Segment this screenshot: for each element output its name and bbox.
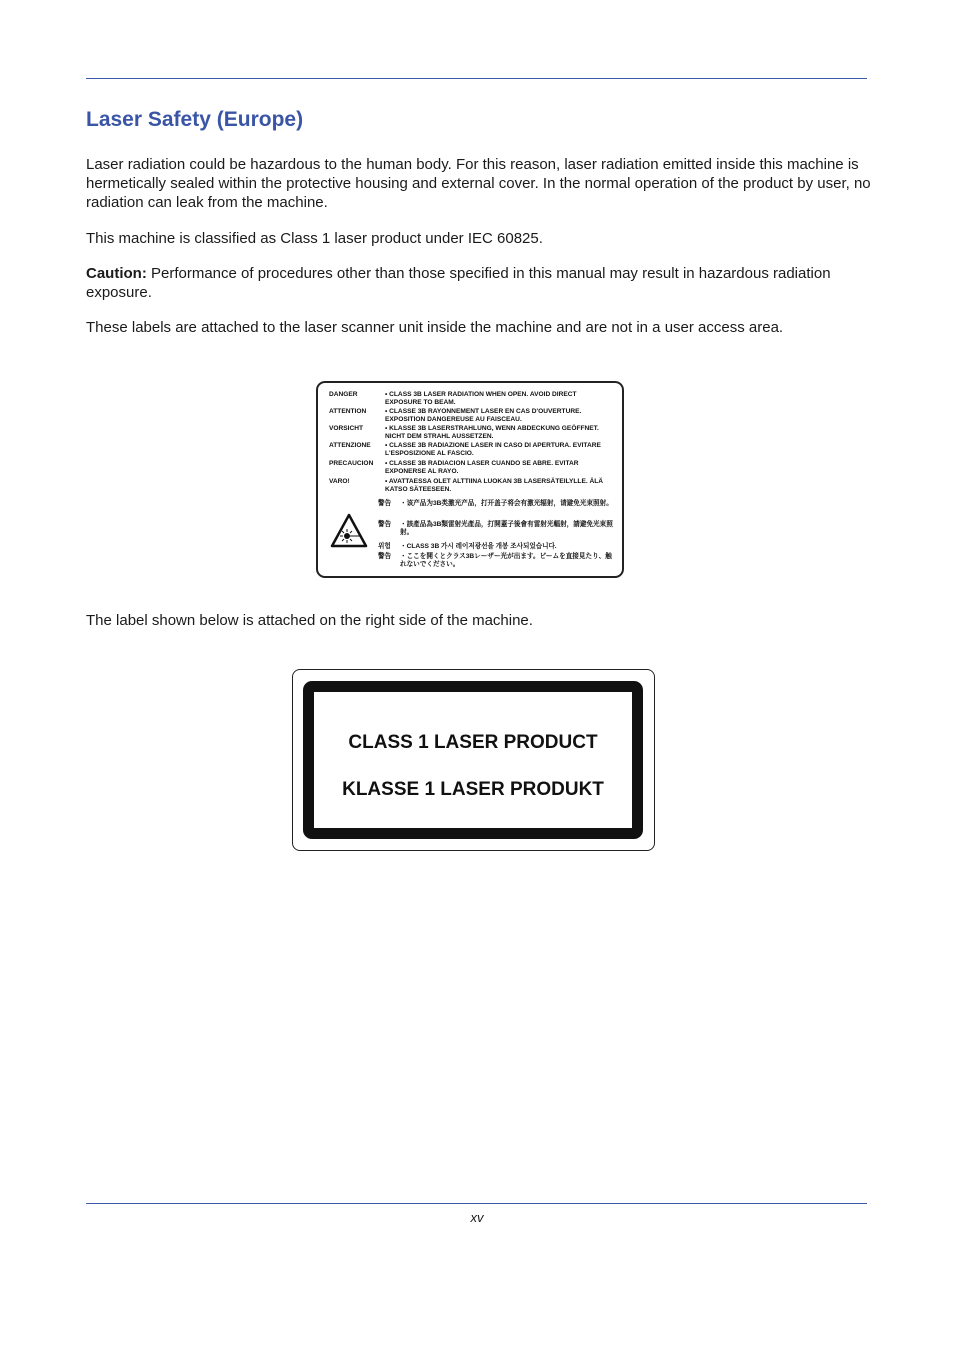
page-title: Laser Safety (Europe) <box>86 108 304 131</box>
asian-warning-key: 위험 <box>378 543 391 550</box>
warning-row-key: ATTENZIONE <box>329 442 371 449</box>
asian-warning-text: ・该产品为3B类激光产品，打开盖子将会有激光辐射，请避免光束照射。 <box>400 500 613 507</box>
warning-row-text: • KLASSE 3B LASERSTRAHLUNG, WENN ABDECKUNG GEÖFFNET. NICHT DEM STRAHL AUSSETZEN. <box>385 425 599 440</box>
caution-paragraph <box>86 264 871 302</box>
caution-label: Caution: <box>86 265 147 282</box>
asian-warning-text: ・該產品為3B類雷射光產品，打開蓋子後會有雷射光輻射，請避免光束照射。 <box>400 521 613 536</box>
asian-warning-text: ・ここを開くとクラス3Bレーザー光が出ます。ビームを直接見たり、触れないでください。 <box>400 553 612 568</box>
class1-laser-label <box>292 669 655 851</box>
warning-row-key: VORSICHT <box>329 425 364 432</box>
caution-text: Performance of procedures other than those specified in this manual may result in hazardous radiation exposure. <box>86 265 831 301</box>
warning-row-key: ATTENTION <box>329 408 367 415</box>
warning-row-text: • CLASSE 3B RADIACION LASER CUANDO SE ABRE. EVITAR EXPONERSE AL RAYO. <box>385 460 579 475</box>
asian-warning-key: 警告 <box>378 521 392 528</box>
warning-row-text: • CLASSE 3B RADIAZIONE LASER IN CASO DI APERTURA. EVITARE L'ESPOSIZIONE AL FASCIO. <box>385 442 601 457</box>
footer-rule <box>86 1203 867 1204</box>
classification-paragraph: This machine is classified as Class 1 laser product under IEC 60825. <box>86 230 543 247</box>
class1-label-english: CLASS 1 LASER PRODUCT <box>348 732 598 753</box>
right-side-label-paragraph: The label shown below is attached on the right side of the machine. <box>86 612 533 629</box>
labels-location-paragraph: These labels are attached to the laser scanner unit inside the machine and are not in a user access area. <box>86 319 784 336</box>
header-rule <box>86 78 867 79</box>
page-number: xv <box>470 1210 484 1225</box>
intro-paragraph: Laser radiation could be hazardous to the human body. For this reason, laser radiation emitted inside this machine is hermetically sealed within the protective housing and external cover. In the normal operation of the product by user, no radiation can leak from the machine. <box>86 156 871 211</box>
warning-row-key: PRECAUCION <box>329 460 374 467</box>
asian-warning-text: ・CLASS 3B 가시 레이저광선을 개봉 조사되었습니다. <box>400 543 557 550</box>
class1-label-frame <box>303 681 643 839</box>
asian-warning-key: 警告 <box>378 553 392 560</box>
warning-row-key: DANGER <box>329 391 358 398</box>
warning-row-text: • CLASSE 3B RAYONNEMENT LASER EN CAS D'OUVERTURE. EXPOSITION DANGEREUSE AU FAISCEAU. <box>385 408 582 423</box>
laser-hazard-icon <box>330 513 368 549</box>
class1-label-german: KLASSE 1 LASER PRODUKT <box>342 779 604 800</box>
warning-row-key: VARO! <box>329 478 350 485</box>
asian-warning-key: 警告 <box>378 500 392 507</box>
laser-warning-label <box>316 381 624 578</box>
warning-row-text: • CLASS 3B LASER RADIATION WHEN OPEN. AVOID DIRECT EXPOSURE TO BEAM. <box>385 391 577 406</box>
warning-row-text: • AVATTAESSA OLET ALTTIINA LUOKAN 3B LASERSÄTEILYLLE. ÄLÄ KATSO SÄTEESEEN. <box>385 478 604 493</box>
